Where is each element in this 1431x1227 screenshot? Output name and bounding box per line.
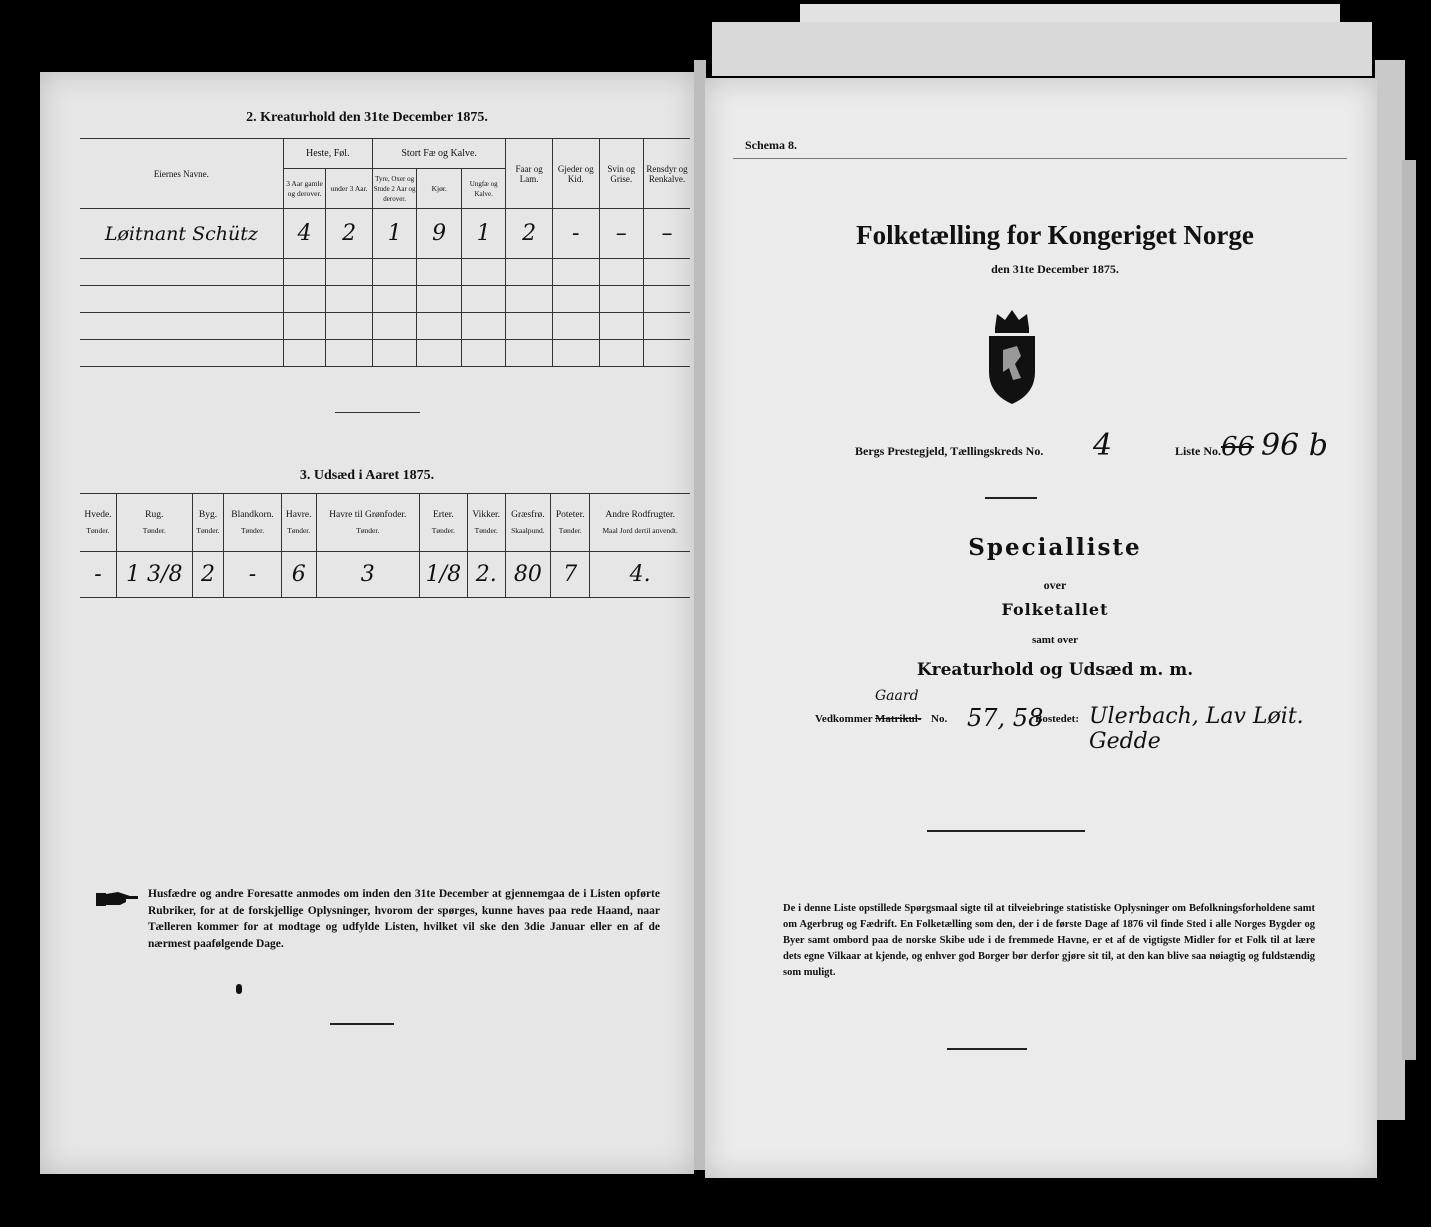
seed-header-cell bbox=[116, 494, 192, 552]
seed-crop-unit: Tønder. bbox=[474, 525, 498, 535]
divider bbox=[733, 158, 1347, 159]
seed-crop-name: Hvede. bbox=[84, 509, 112, 520]
seed-crop-name: Erter. bbox=[432, 509, 454, 520]
parish-label: Bergs Prestegjeld, Tællingskreds No. bbox=[855, 444, 1044, 458]
seed-crop-unit: Tønder. bbox=[142, 525, 166, 535]
section2-title: 2. Kreaturhold den 31te December 1875. bbox=[246, 110, 488, 125]
sheep-header: Faar og Lam. bbox=[506, 139, 552, 209]
seed-value-cell: 6 bbox=[281, 552, 316, 598]
section3-title: 3. Udsæd i Aaret 1875. bbox=[299, 468, 435, 483]
seed-value-cell: - bbox=[224, 552, 281, 598]
left-page bbox=[40, 72, 694, 1174]
ink-mark bbox=[236, 984, 242, 994]
livestock-table bbox=[80, 138, 690, 367]
seed-crop-unit: Skaalpund. bbox=[511, 525, 545, 535]
owner-cell: Løitnant Schütz bbox=[80, 209, 283, 259]
seed-crop-name: Havre til Grønfoder. bbox=[329, 509, 407, 520]
seed-crop-unit: Tønder. bbox=[431, 525, 455, 535]
horses-under3-cell: 2 bbox=[326, 209, 372, 259]
young-cell: 1 bbox=[461, 209, 506, 259]
list-number-struck: 66 bbox=[1221, 432, 1255, 462]
seed-value-cell: 4. bbox=[590, 552, 690, 598]
seed-crop-name: Blandkorn. bbox=[231, 509, 274, 520]
seed-header-cell bbox=[281, 494, 316, 552]
goats-cell: - bbox=[552, 209, 599, 259]
table-row bbox=[80, 286, 690, 313]
vedkommer-number: 57, 58 bbox=[967, 704, 1044, 732]
table-row bbox=[80, 340, 690, 367]
cows-cell: 9 bbox=[417, 209, 461, 259]
seed-header-cell bbox=[419, 494, 467, 552]
samt-over-text: samt over bbox=[1031, 634, 1079, 646]
seed-table bbox=[80, 493, 690, 598]
coat-of-arms-icon bbox=[983, 306, 1041, 406]
seed-crop-unit: Maal Jord dertil anvendt. bbox=[602, 525, 678, 535]
seed-header-cell bbox=[192, 494, 224, 552]
owner-header: Eiernes Navne. bbox=[80, 139, 283, 209]
footnote-text: De i denne Liste opstillede Spørgsmaal sigte til at tilveiebringe statistiske Oplysninger om Befolkningsforholdene samt om Agerbrug og Fædrift. En Folketælling som den, der i de første Dage af 1876 vil finde Sted i alle Norges Bygder og Byer samt ombord paa de norske Skibe ude i de fremmede Havne, er et af de vigtigste Midler for et Folk til at lære dets egne Vilkaar at kjende, og enhver god Borger bør derfor gjøre sit til, at den kan blive saa nøiagtig og fuldstændig som muligt. bbox=[783, 903, 1315, 978]
schema-label: Schema 8. bbox=[745, 138, 797, 152]
list-number: 96 b bbox=[1261, 428, 1328, 463]
seed-value-cell: - bbox=[80, 552, 116, 598]
divider bbox=[330, 1023, 394, 1025]
reindeer-header: Rensdyr og Renkalve. bbox=[644, 139, 690, 209]
paper-edge bbox=[1375, 60, 1405, 1120]
paper-edge bbox=[1402, 160, 1416, 1060]
bulls-cell: 1 bbox=[372, 209, 417, 259]
table-row bbox=[80, 552, 690, 598]
goats-header: Gjeder og Kid. bbox=[552, 139, 599, 209]
seed-crop-name: Byg. bbox=[198, 509, 218, 520]
kreatur-line: Kreaturhold og Udsæd m. m. bbox=[916, 660, 1194, 680]
seed-value-cell: 80 bbox=[505, 552, 551, 598]
table-row bbox=[80, 259, 690, 286]
seed-header-cell bbox=[551, 494, 590, 552]
bosted-label: Bostedet: bbox=[1035, 713, 1079, 725]
seed-crop-unit: Tønder. bbox=[287, 525, 311, 535]
seed-crop-unit: Tønder. bbox=[356, 525, 380, 535]
horses-under3-header: under 3 Aar. bbox=[326, 169, 372, 209]
seed-crop-unit: Tønder. bbox=[240, 525, 265, 535]
seed-crop-name: Græsfrø. bbox=[511, 509, 545, 520]
horses-3plus-cell: 4 bbox=[283, 209, 326, 259]
seed-crop-unit: Tønder. bbox=[86, 525, 110, 535]
vedkommer-insert: Gaard bbox=[875, 688, 919, 704]
seed-value-cell: 2 bbox=[192, 552, 224, 598]
paper-edge bbox=[712, 22, 1372, 76]
cattle-header: Stort Fæ og Kalve. bbox=[372, 139, 506, 169]
seed-header-cell bbox=[80, 494, 116, 552]
pigs-cell: – bbox=[599, 209, 644, 259]
seed-value-cell: 1 3/8 bbox=[116, 552, 192, 598]
seed-crop-name: Poteter. bbox=[555, 509, 585, 520]
bosted-value: Ulerbach, Lav Løit. Gedde bbox=[1089, 704, 1304, 754]
divider bbox=[947, 1048, 1027, 1050]
cows-header: Kjør. bbox=[417, 169, 461, 209]
vedkommer-struck: Matrikul- bbox=[875, 713, 922, 725]
seed-value-cell: 3 bbox=[316, 552, 419, 598]
horses-3plus-header: 3 Aar gamle og derover. bbox=[283, 169, 326, 209]
seed-header-cell bbox=[467, 494, 505, 552]
table-row bbox=[80, 209, 690, 259]
special-title: Specialliste bbox=[968, 534, 1142, 561]
reindeer-cell: – bbox=[644, 209, 690, 259]
sheep-cell: 2 bbox=[506, 209, 552, 259]
seed-crop-name: Havre. bbox=[285, 509, 312, 520]
seed-value-cell: 7 bbox=[551, 552, 590, 598]
notice-text: Husfædre og andre Foresatte anmodes om inden den 31te December at gjennemgaa de i Listen opførte Rubriker, for at de forskjellige Oplysninger, hvorom der spørges, kunne haves paa rede Haand, naar Tælleren kommer for at modtage og udfylde Listen, hvilket vil ske den 3die Januar eller en af de nærmest paafølgende Dage. bbox=[148, 888, 660, 950]
seed-header-cell bbox=[505, 494, 551, 552]
list-label: Liste No. bbox=[1175, 444, 1221, 458]
vedkommer-label: Vedkommer bbox=[815, 713, 873, 725]
seed-header-cell bbox=[590, 494, 690, 552]
seed-crop-unit: Tønder. bbox=[558, 525, 582, 535]
young-header: Ungfæ og Kalve. bbox=[461, 169, 506, 209]
seed-crop-name: Andre Rodfrugter. bbox=[605, 509, 675, 520]
seed-crop-unit: Tønder. bbox=[196, 525, 220, 535]
right-page bbox=[705, 78, 1377, 1178]
seed-value-cell: 1/8 bbox=[419, 552, 467, 598]
folketallet-text: Folketallet bbox=[1001, 600, 1109, 619]
date-line: den 31te December 1875. bbox=[991, 262, 1119, 276]
horses-header: Heste, Føl. bbox=[283, 139, 372, 169]
pigs-header: Svin og Grise. bbox=[599, 139, 644, 209]
divider bbox=[985, 497, 1037, 499]
district-number: 4 bbox=[1093, 428, 1113, 463]
seed-header-cell bbox=[224, 494, 281, 552]
seed-value-cell: 2. bbox=[467, 552, 505, 598]
bulls-header: Tyre, Oxer og Stude 2 Aar og derover. bbox=[372, 169, 417, 209]
vedkommer-no-label: No. bbox=[931, 713, 948, 725]
seed-header-cell bbox=[316, 494, 419, 552]
seed-crop-name: Vikker. bbox=[472, 509, 501, 520]
divider bbox=[335, 412, 420, 413]
seed-crop-name: Rug. bbox=[145, 509, 164, 520]
over-text: over bbox=[1043, 578, 1067, 592]
pointing-hand-icon bbox=[96, 890, 140, 908]
main-title: Folketælling for Kongeriget Norge bbox=[856, 220, 1254, 250]
divider bbox=[927, 830, 1085, 832]
table-row bbox=[80, 313, 690, 340]
